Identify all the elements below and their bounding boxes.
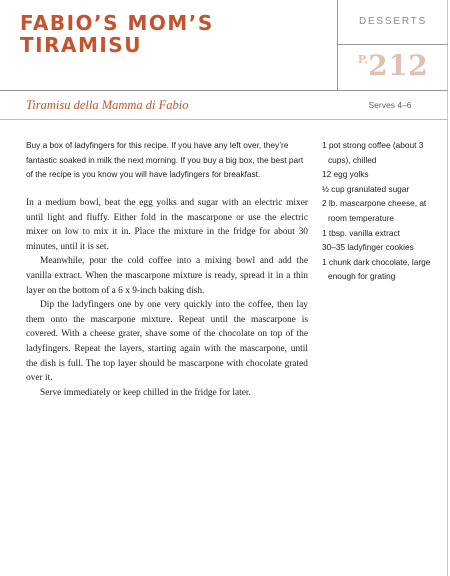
method-section <box>26 196 308 400</box>
method-step-2: Meanwhile, pour the cold coffee into a mixing bowl and add the vanilla extract. When the mascarpone mixture is ready, spread it in a thin layer on the bottom of a 6 x 9-inch baking dish. <box>26 256 308 296</box>
ingredient-item: 12 egg yolks <box>322 169 369 180</box>
subheader-rule <box>0 119 448 120</box>
method-step-4: Serve immediately or keep chilled in the fridge for later. <box>40 387 251 398</box>
ingredient-item: 2 lb. mascarpone cheese, at room temperature <box>322 198 427 223</box>
category-rule <box>338 44 448 45</box>
ingredient-list <box>322 138 444 284</box>
method-step-3: Dip the ladyfingers one by one very quickly into the coffee, then lay them onto the mascarpone mixture. Repeat until the mascarpone is covered. With a cheese grater, shave some of the chocolate on top of the ladyfingers. Repeat the layers, starting again with the mascarpone, until the dish is full. The top layer should be mascarpone with chocolate grated over it. <box>26 300 308 384</box>
ingredient-item: 1 tbsp. vanilla extract <box>322 227 400 238</box>
page-number <box>338 49 448 82</box>
ingredient-item: 30–35 ladyfinger cookies <box>322 242 414 253</box>
ingredient-item: 1 chunk dark chocolate, large enough for grating <box>322 256 431 282</box>
recipe-title <box>20 12 320 56</box>
recipe-title-line1: FABIO’S MOM’S <box>20 11 214 35</box>
serves-label: Serves 4–6 <box>368 100 412 110</box>
recipe-title-line2: TIRAMISU <box>20 33 142 57</box>
category-label: DESSERTS <box>358 16 428 27</box>
recipe-header <box>0 0 448 91</box>
intro-paragraph: Buy a box of ladyfingers for this recipe. If you have any left over, they’re fantastic soaked in milk the next morning. If you buy a big box, the best part of the recipe is you know you will have ladyfingers for breakfast. <box>26 140 304 180</box>
page-number-prefix: P. <box>357 53 369 66</box>
italian-title: Tiramisu della Mamma di Fabio <box>26 98 189 112</box>
page-number-value: 212 <box>368 49 429 82</box>
ingredient-item: 1 pot strong coffee (about 3 cups), chilled <box>322 140 424 165</box>
method-step-1: In a medium bowl, beat the egg yolks and sugar with an electric mixer until light and fluffy. Either fold in the mascarpone or use the electric mixer on low to mix it in. Place the mixture in the fridge for about 30 minutes, until it is set. <box>26 198 308 252</box>
ingredient-item: ½ cup granulated sugar <box>322 183 410 194</box>
